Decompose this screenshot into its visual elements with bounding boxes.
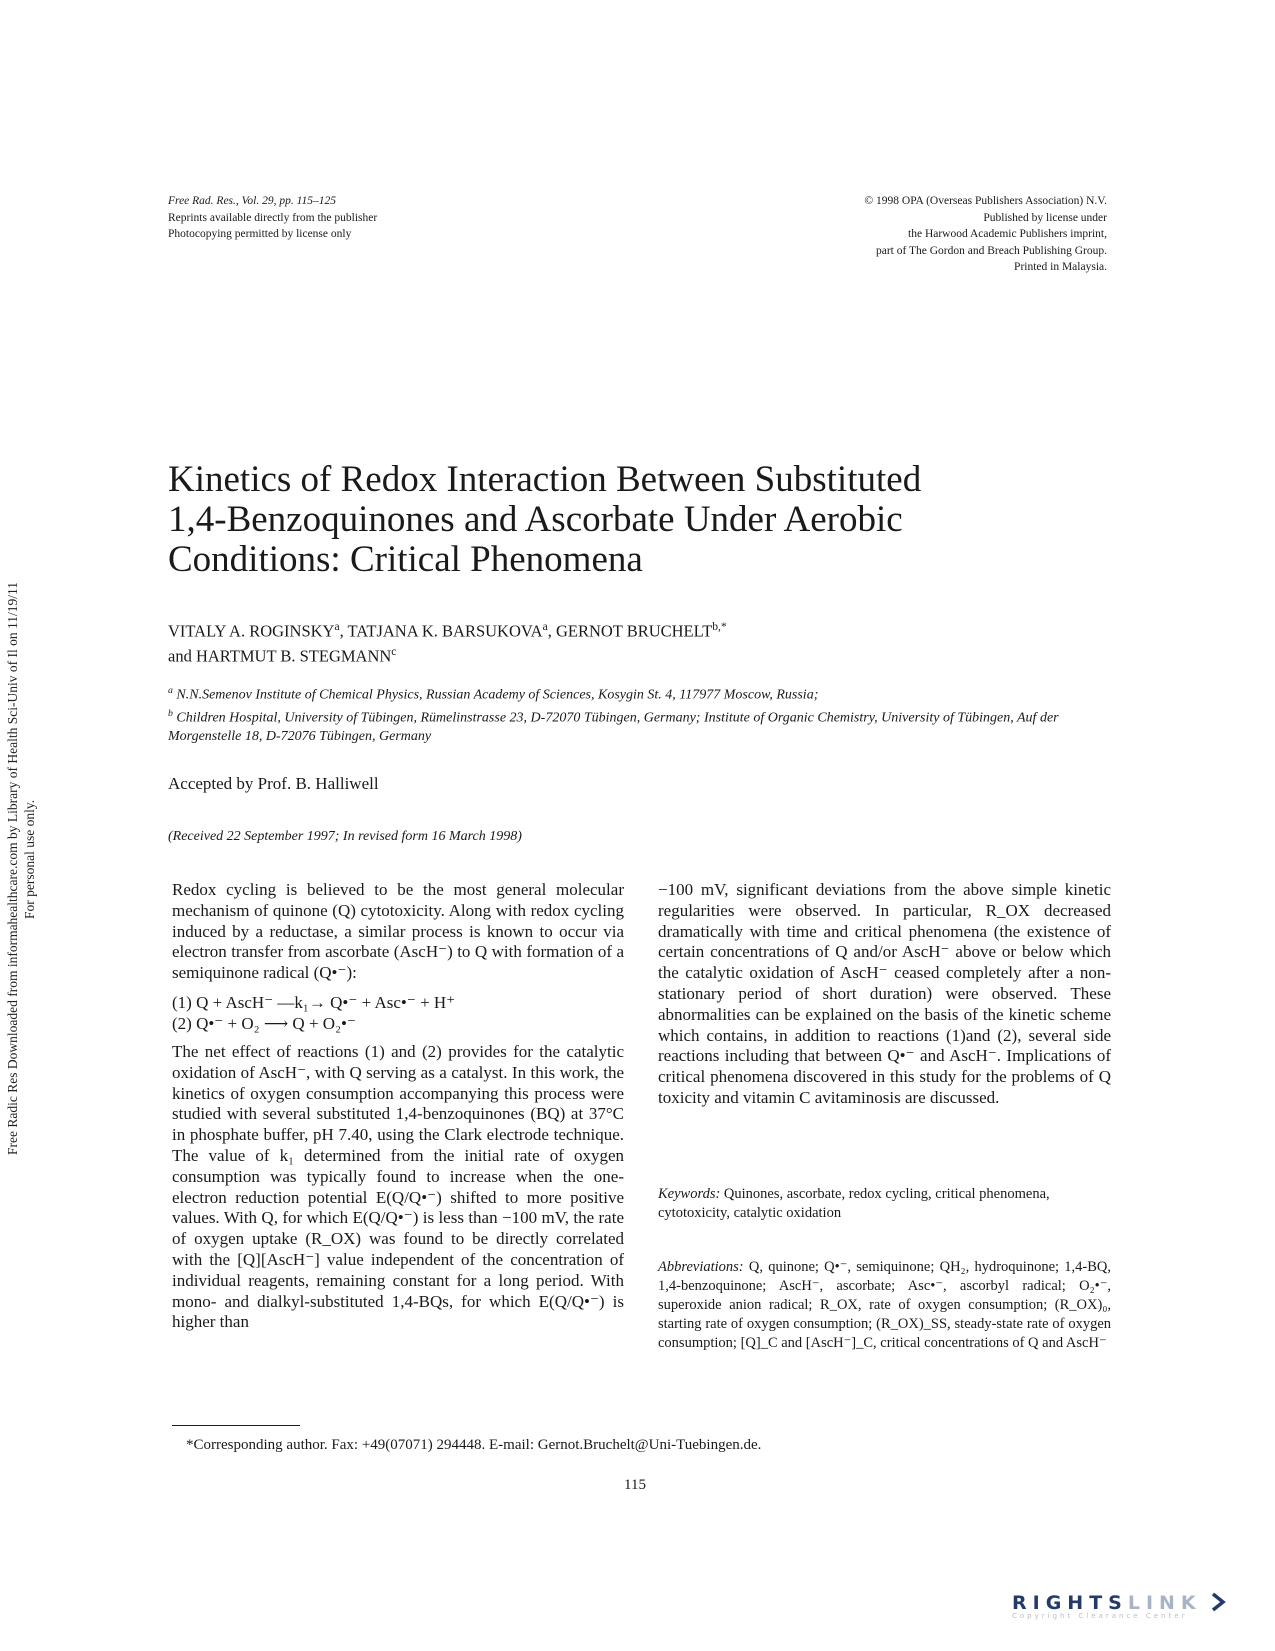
journal-header-left	[168, 193, 488, 243]
download-watermark	[4, 455, 37, 1155]
affiliations	[168, 682, 1113, 747]
affil-mark: a	[334, 621, 340, 633]
abstract-paragraph-2: The net effect of reactions (1) and (2) provides for the catalytic oxidation of AscH⁻, with Q serving as a catalyst. In this work, the kinetics of oxygen consumption accompanying this process were studied with several substituted 1,4-benzoquinones (BQ) at 37°C in phosphate buffer, pH 7.40, using the Clark electrode technique. The value of k₁ determined from the initial rate of oxygen consumption was typically found to increase when the one-electron reduction potential E(Q/Q•⁻) shifted to more positive values. With Q, for which E(Q/Q•⁻) is less than −100 mV, the rate of oxygen uptake (R_OX) was found to be directly correlated with the [Q][AscH⁻] value independent of the concentration of individual reagents, remaining constant for a long period. With mono- and dialkyl-substituted 1,4-BQs, for which E(Q/Q•⁻) is higher than	[172, 1041, 624, 1332]
author-stegmann: and HARTMUT B. STEGMANN	[168, 646, 392, 665]
journal-citation	[168, 193, 488, 210]
affiliation-b-text: Children Hospital, University of Tübingen, Rümelinstrasse 23, D-72070 Tübingen, Germany; Institute of Organic Chemistry, University of Tübingen, Auf der Morgenstelle 18, D-72076 Tübingen, Germany	[168, 710, 1059, 745]
reaction-equations	[172, 992, 624, 1034]
copyright-line: © 1998 OPA (Overseas Publishers Association) N.V.	[864, 195, 1107, 207]
page-number: 115	[624, 1477, 646, 1493]
affiliation-a	[168, 682, 1113, 705]
author-bruchelt: , GERNOT BRUCHELT	[547, 621, 713, 641]
affiliation-a-text: N.N.Semenov Institute of Chemical Physics, Russian Academy of Sciences, Kosygin St. 4, 117977 Moscow, Russia;	[176, 687, 819, 703]
keywords-text: Quinones, ascorbate, redox cycling, critical phenomena, cytotoxicity, catalytic oxidation	[658, 1186, 1050, 1221]
abstract-column-right	[658, 880, 1111, 1109]
abbreviations	[658, 1258, 1111, 1353]
chevron-right-icon	[1210, 1592, 1226, 1612]
reprints-note: Reprints available directly from the publisher	[168, 211, 378, 224]
corresponding-author-footnote: *Corresponding author. Fax: +49(07071) 294448. E-mail: Gernot.Bruchelt@Uni-Tuebingen.de.	[186, 1437, 762, 1453]
logo-word-rights: RIGHTS	[1012, 1592, 1128, 1614]
affil-mark: b,*	[712, 621, 727, 633]
equation-2: (2) Q•⁻ + O₂ ⟶ Q + O₂•⁻	[172, 1013, 356, 1033]
license-line: Published by license under	[983, 211, 1107, 224]
author-list	[168, 617, 1068, 666]
imprint-line: the Harwood Academic Publishers imprint,	[908, 228, 1107, 240]
photocopy-note: Photocopying permitted by license only	[168, 228, 352, 240]
rightslink-logo[interactable]	[1012, 1592, 1242, 1628]
abbreviations-text: Q, quinone; Q•⁻, semiquinone; QH₂, hydroquinone; 1,4-BQ, 1,4-benzoquinone; AscH⁻, ascorbate; Asc•⁻, ascorbyl radical; O₂•⁻, superoxide anion radical; R_OX, rate of oxygen consumption; (R_OX)₀, starting rate of oxygen consumption; (R_OX)_SS, steady-state rate of oxygen consumption; [Q]_C and [AscH⁻]_C, critical concentrations of Q and AscH⁻	[658, 1259, 1111, 1351]
affil-mark: a	[542, 621, 548, 633]
keywords	[658, 1185, 1111, 1223]
title-line-2: 1,4-Benzoquinones and Ascorbate Under Aerobic	[168, 499, 903, 540]
citation-text: Free Rad. Res., Vol. 29, pp. 115–125	[168, 195, 337, 207]
logo-tagline: Copyright Clearance Center	[1012, 1612, 1188, 1620]
abstract-paragraph-1: Redox cycling is believed to be the most general molecular mechanism of quinone (Q) cytotoxicity. Along with redox cycling induced by a reductase, a similar process is known to occur via electron transfer from ascorbate (AscH⁻) to Q with formation of a semiquinone radical (Q•⁻):	[172, 880, 624, 983]
abstract-paragraph-3: −100 mV, significant deviations from the above simple kinetic regularities were observed. In particular, R_OX decreased dramatically with time and critical phenomena (the existence of certain concentrations of Q and/or AscH⁻ above or below which the catalytic oxidation of AscH⁻ ceased completely after a non-stationary period of short duration) were observed. These abnormalities can be explained on the basis of the kinetic scheme which contains, in addition to reactions (1)and (2), several side reactions including that between Q•⁻ and AscH⁻. Implications of critical phenomena discovered in this study for the problems of Q toxicity and vitamin C avitaminosis are discussed.	[658, 880, 1111, 1107]
paper-title	[168, 460, 1068, 580]
printed-line: Printed in Malaysia.	[1014, 261, 1107, 273]
accepted-by: Accepted by Prof. B. Halliwell	[168, 774, 379, 793]
group-line: part of The Gordon and Breach Publishing Group.	[875, 244, 1107, 257]
abbreviations-label: Abbreviations:	[658, 1259, 744, 1275]
watermark-line-2: For personal use only.	[22, 799, 37, 919]
logo-word-link: LINK	[1127, 1592, 1202, 1614]
keywords-label: Keywords:	[658, 1186, 721, 1202]
title-line-1: Kinetics of Redox Interaction Between Substituted	[168, 459, 922, 500]
affil-mark: c	[391, 645, 397, 658]
abstract-column-left	[172, 880, 624, 1333]
affil-mark: b	[168, 708, 173, 720]
received-dates: (Received 22 September 1997; In revised form 16 March 1998)	[168, 829, 522, 844]
journal-header-right	[760, 193, 1107, 276]
watermark-line-1: Free Radic Res Downloaded from informahealthcare.com by Library of Health Sci-Univ of Il on 11/19/11	[5, 582, 20, 1155]
author-barsukova: , TATJANA K. BARSUKOVA	[339, 621, 543, 641]
author-roginsky: VITALY A. ROGINSKY	[168, 621, 335, 641]
title-line-3: Conditions: Critical Phenomena	[168, 539, 643, 580]
footnote-divider	[172, 1425, 300, 1426]
affiliation-b	[168, 705, 1113, 747]
affil-mark: a	[168, 685, 173, 696]
equation-1: (1) Q + AscH⁻ —k₁→ Q•⁻ + Asc•⁻ + H⁺	[172, 992, 456, 1012]
